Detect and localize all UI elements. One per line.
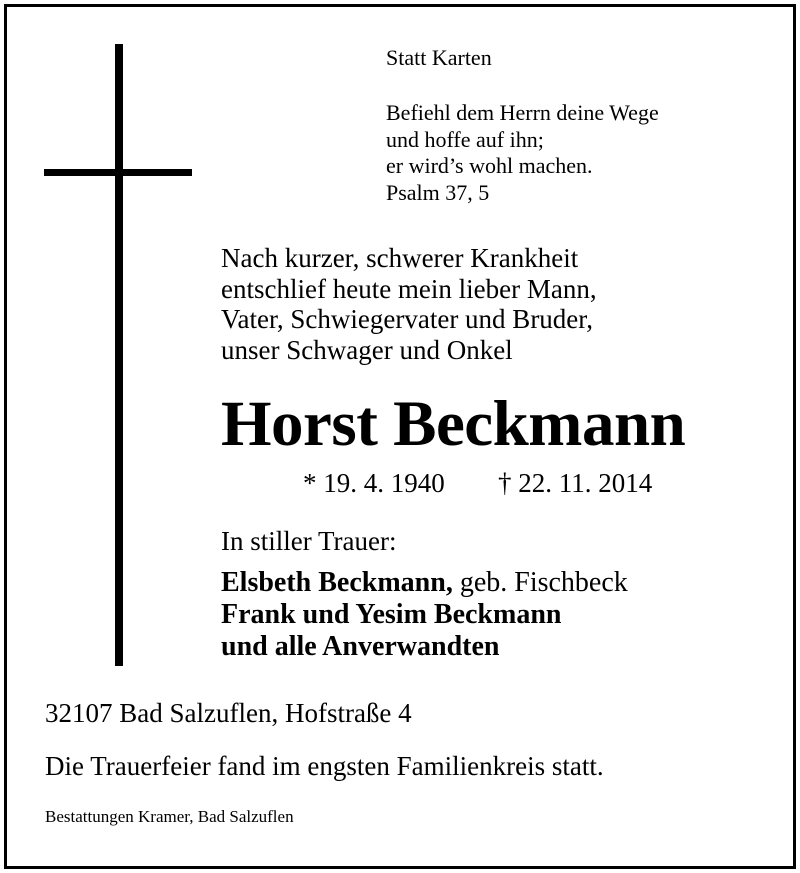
death-date: † 22. 11. 2014 [498,468,653,498]
psalm-line: und hoffe auf ihn; [386,126,544,152]
statt-karten-label: Statt Karten [386,45,492,70]
birth-date: * 19. 4. 1940 [303,468,445,498]
mourner-row [221,567,628,599]
mourner-name: Elsbeth Beckmann, [221,567,453,598]
mourner-name: und alle Anverwandten [221,631,500,662]
announcement-line: Vater, Schwiegervater und Bruder, [221,304,593,334]
cross-icon [115,44,123,666]
cross-icon-crossbar [44,169,192,176]
deceased-name: Horst Beckmann [221,388,686,460]
announcement-text [221,243,597,365]
mourners-list [221,567,628,663]
announcement-line: unser Schwager und Onkel [221,334,513,365]
announcement-line: Nach kurzer, schwerer Krankheit [221,243,579,273]
ceremony-note: Die Trauerfeier fand im engsten Familienkreis statt. [45,751,604,781]
psalm-quote [386,100,659,206]
psalm-line: er wird’s wohl machen. [386,153,593,178]
psalm-line: Befiehl dem Herrn deine Wege [386,100,659,125]
mourner-name: Frank und Yesim Beckmann [221,599,562,630]
mourning-heading: In stiller Trauer: [221,526,397,556]
psalm-reference: Psalm 37, 5 [386,179,490,205]
undertaker-credit: Bestattungen Kramer, Bad Salzuflen [45,807,294,826]
family-address: 32107 Bad Salzuflen, Hofstraße 4 [45,698,412,728]
mourner-maiden-name: geb. Fischbeck [459,567,628,598]
announcement-line: entschlief heute mein lieber Mann, [221,273,597,304]
